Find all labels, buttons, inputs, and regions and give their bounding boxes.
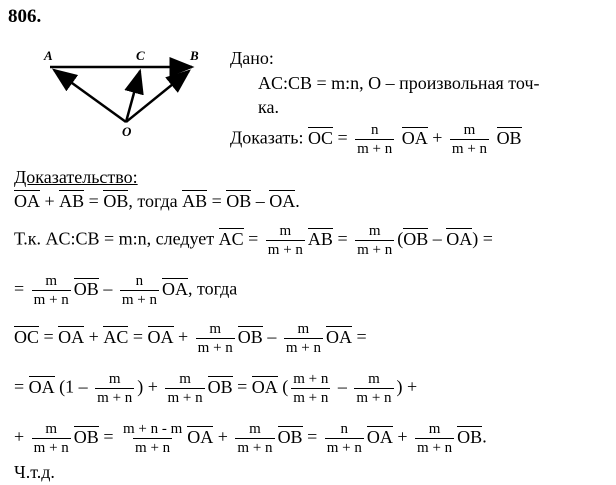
vector-oa [54,70,126,122]
triangle-figure [30,48,230,138]
label-o: O [122,124,132,138]
prove-label: Доказать: [230,127,304,148]
given-line-1: AC:CB = m:n, O – произвольная точ- [258,73,540,93]
proof-line-5: = OA (1 – $\frac{m}{m + n}$ ) + $\frac{m}{m + n}$ OB = OA ( $\frac{m + n}{m + n}$ – $\frac{m}{m + n}$ ) + [14,371,418,406]
given-line-2: ка. [258,97,279,117]
label-b: B [190,48,199,63]
problem-number: 806. [8,6,42,27]
label-c: C [136,48,145,63]
given-title: Дано: [230,48,274,68]
prove-statement: Доказать: OC = $\frac{n}{m + n}$ OA + $\frac{m}{m + n}$ OB [230,122,522,157]
vector-ob [126,71,189,122]
proof-line-6: + $\frac{m}{m + n}$ OB = $\frac{m + n - m}{m + n}$ OA + $\frac{m}{m + n}$ OB = $\frac{n}{m + n}$ OA + $\frac{m}{m + n}$ OB. [14,421,487,456]
proof-line-1: OA + AB = OB, тогда AB = OB – OA. [14,191,300,211]
proof-line-2: Т.к. AC:CB = m:n, следует AC = $\frac{m}{m + n}$ AB = $\frac{m}{m + n}$ (OB – OA) = [14,223,493,258]
proof-heading: Доказательство: [14,167,138,187]
label-a: A [44,48,53,63]
proof-line-4: OC = OA + AC = OA + $\frac{m}{m + n}$ OB – $\frac{m}{m + n}$ OA = [14,321,367,356]
vector-oc [126,71,140,122]
proof-line-3: = $\frac{m}{m + n}$ OB – $\frac{n}{m + n}$ OA, тогда [14,273,238,308]
proof-end: Ч.т.д. [14,462,55,482]
